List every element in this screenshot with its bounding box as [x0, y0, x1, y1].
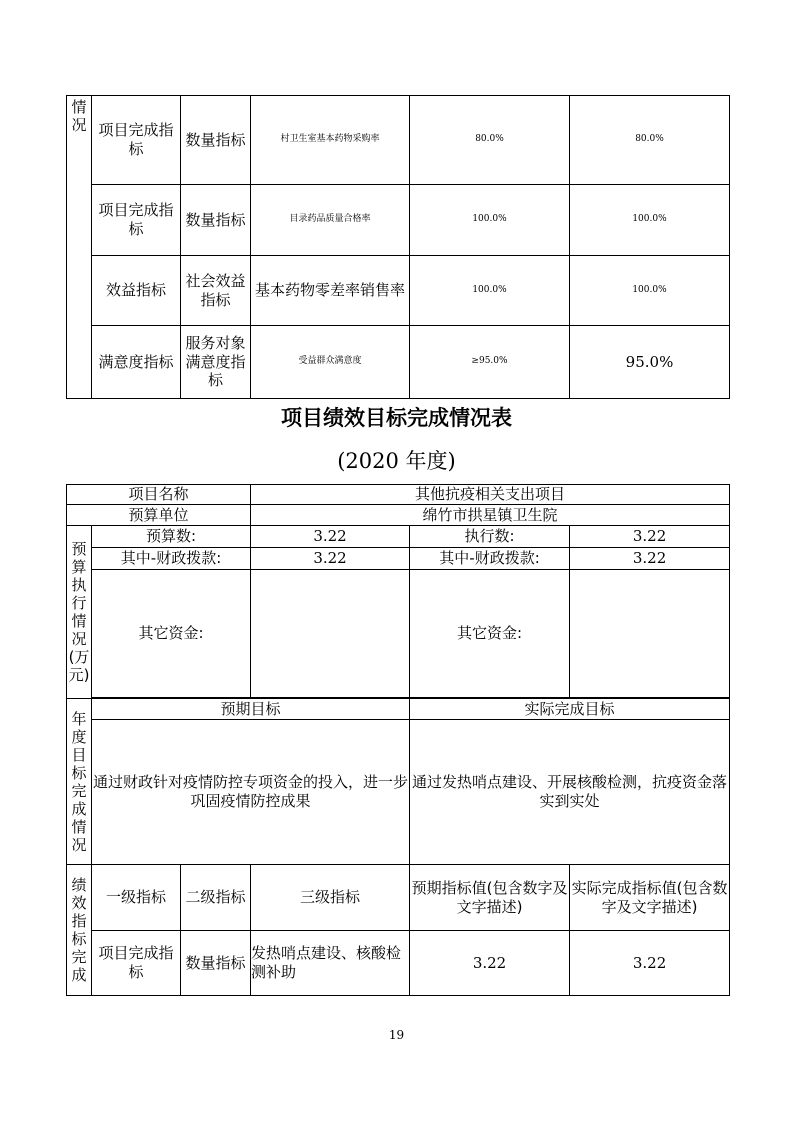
- page-number: 19: [388, 1028, 405, 1042]
- level2-indicator: 社会效益指标: [181, 256, 251, 326]
- level2-indicator: 服务对象满意度指标: [181, 326, 251, 399]
- header-expected-value: 预期指标值(包含数字及文字描述): [410, 865, 570, 931]
- expected-value: ≥95.0%: [410, 326, 570, 399]
- header-level3: 三级指标: [251, 865, 410, 931]
- level1-indicator: 项目完成指标: [92, 185, 181, 256]
- project-name-value: 其他抗疫相关支出项目: [251, 485, 730, 505]
- year-subtitle: (2020 年度): [337, 449, 456, 473]
- indicator-table-continued: [66, 95, 730, 399]
- performance-goal-table: [66, 484, 730, 996]
- actual-goal-header: 实际完成目标: [410, 699, 730, 720]
- budget-unit-value: 绵竹市拱星镇卫生院: [251, 505, 730, 526]
- level1-indicator: 效益指标: [92, 256, 181, 326]
- level3-indicator: 村卫生室基本药物采购率: [251, 96, 410, 185]
- fiscal-exec-value: 3.22: [570, 548, 730, 570]
- side-label-indicators: 绩效指标完成: [67, 865, 92, 996]
- fiscal-budget-label: 其中-财政拨款:: [92, 548, 251, 570]
- fiscal-exec-label: 其中-财政拨款:: [410, 548, 570, 570]
- expected-goal-header: 预期目标: [92, 699, 410, 720]
- expected-value: 100.0%: [410, 185, 570, 256]
- project-name-label: 项目名称: [67, 485, 251, 505]
- header-level1: 一级指标: [92, 865, 181, 931]
- level2-indicator: 数量指标: [181, 185, 251, 256]
- page-title: 项目绩效目标完成情况表: [281, 406, 512, 430]
- actual-value: 3.22: [570, 931, 730, 996]
- level3-indicator: 基本药物零差率销售率: [251, 256, 410, 326]
- side-label-situation: 情况: [67, 96, 92, 399]
- other-funds-budget-value: [251, 570, 410, 698]
- actual-value: 95.0%: [570, 326, 730, 399]
- actual-value: 100.0%: [570, 185, 730, 256]
- actual-value: 100.0%: [570, 256, 730, 326]
- side-label-goals: 年度目标完成情况: [67, 699, 92, 865]
- budget-unit-label: 预算单位: [67, 505, 251, 526]
- level1-indicator: 满意度指标: [92, 326, 181, 399]
- expected-value: 80.0%: [410, 96, 570, 185]
- fiscal-budget-value: 3.22: [251, 548, 410, 570]
- expected-value: 3.22: [410, 931, 570, 996]
- expected-goal-text: 通过财政针对疫情防控专项资金的投入，进一步巩固疫情防控成果: [92, 720, 410, 865]
- header-actual-value: 实际完成指标值(包含数字及文字描述): [570, 865, 730, 931]
- actual-value: 80.0%: [570, 96, 730, 185]
- side-label-budget: 预算执行情况(万元): [67, 526, 92, 699]
- level1-indicator: 项目完成指标: [92, 96, 181, 185]
- other-funds-exec-label: 其它资金:: [410, 570, 570, 698]
- level2-indicator: 数量指标: [181, 931, 251, 996]
- level1-indicator: 项目完成指标: [92, 931, 181, 996]
- other-funds-label: 其它资金:: [92, 570, 251, 698]
- actual-goal-text: 通过发热哨点建设、开展核酸检测，抗疫资金落实到实处: [410, 720, 730, 865]
- expected-value: 100.0%: [410, 256, 570, 326]
- other-funds-exec-value: [570, 570, 730, 698]
- header-level2: 二级指标: [181, 865, 251, 931]
- level2-indicator: 数量指标: [181, 96, 251, 185]
- budget-value: 3.22: [251, 526, 410, 548]
- budget-label: 预算数:: [92, 526, 251, 548]
- exec-label: 执行数:: [410, 526, 570, 548]
- level3-indicator: 发热哨点建设、核酸检测补助: [251, 931, 410, 996]
- level3-indicator: 目录药品质量合格率: [251, 185, 410, 256]
- exec-value: 3.22: [570, 526, 730, 548]
- level3-indicator: 受益群众满意度: [251, 326, 410, 399]
